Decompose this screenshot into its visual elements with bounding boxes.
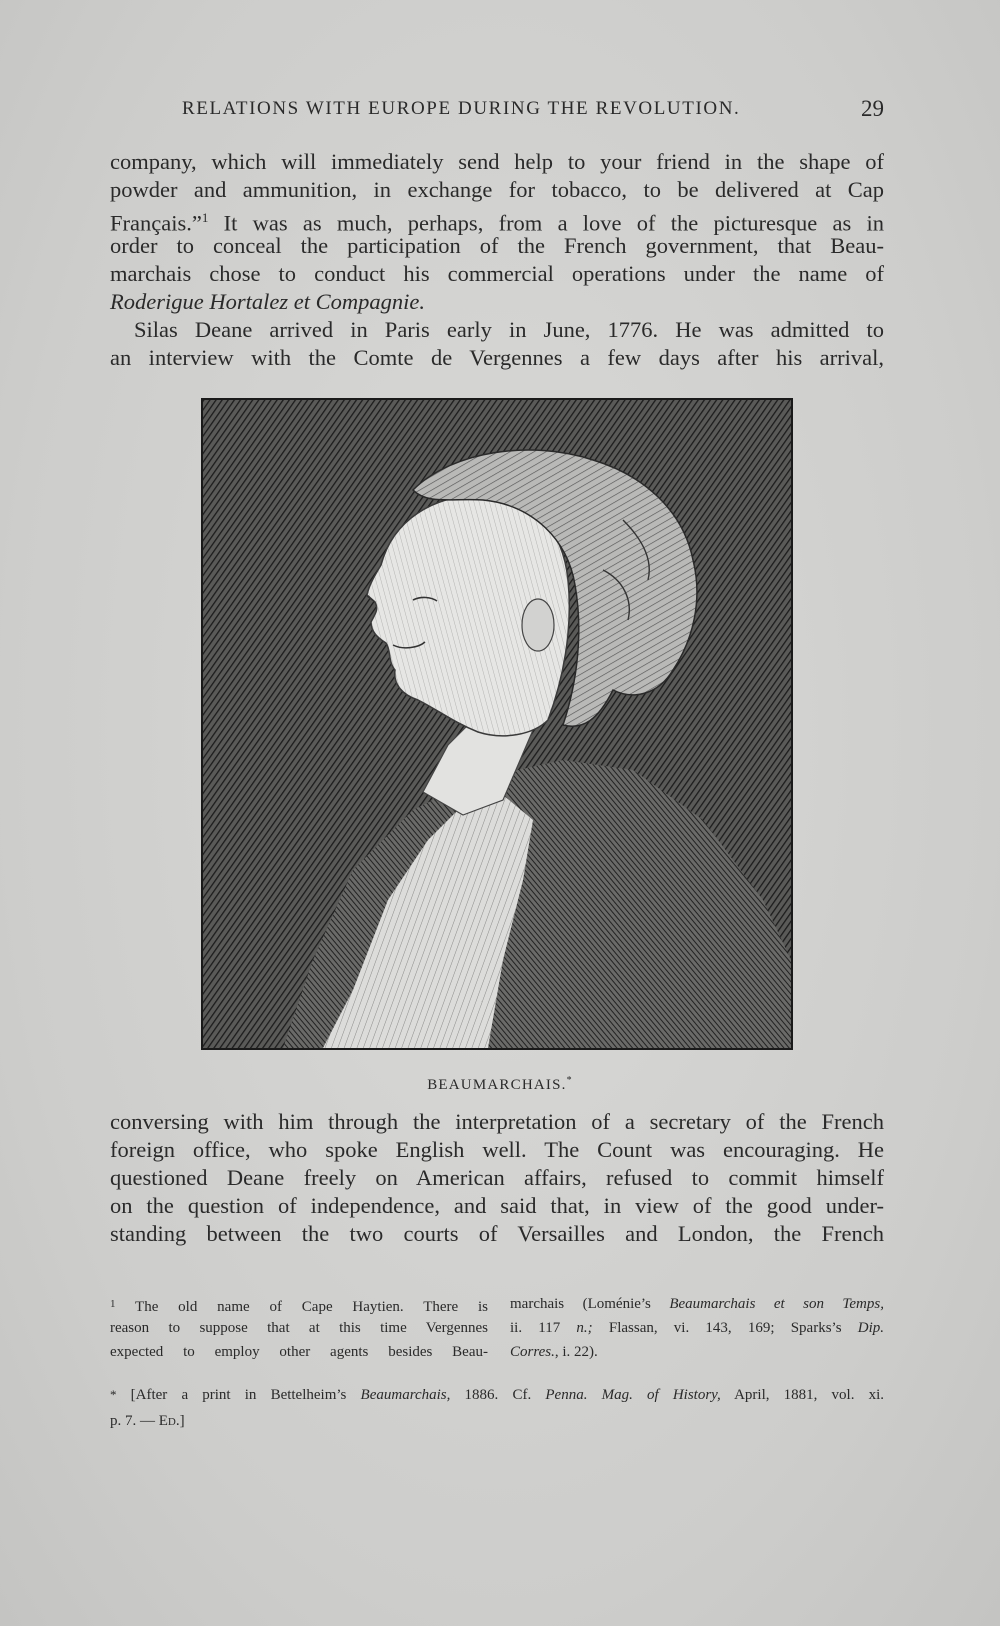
footnote-mark: 1: [110, 1298, 116, 1310]
caption-mark: *: [566, 1075, 573, 1086]
text-line: foreign office, who spoke English well. The Count was encouraging. He: [110, 1137, 884, 1162]
firm-name: Roderigue Hortalez et Compagnie.: [110, 289, 425, 314]
figure-caption: [0, 1075, 1000, 1094]
text-fragment: Flassan, vi. 143, 169; Sparks’s: [592, 1320, 858, 1336]
text-line: an interview with the Comte de Vergennes a few days after his arrival,: [110, 345, 884, 370]
footnote-mark: 1: [201, 210, 209, 225]
text-fragment: [After a print in Bettelheim’s: [130, 1387, 361, 1403]
editor-note-line: [110, 1382, 884, 1408]
text-fragment: The old name of Cape Haytien. There is: [135, 1299, 488, 1315]
text-line: order to conceal the participation of the French government, that Beau-: [110, 233, 884, 258]
footnote-line: [510, 1292, 884, 1316]
editor-note-mark: *: [110, 1387, 117, 1402]
book-title: Beaumarchais et son Temps,: [669, 1296, 884, 1312]
running-title: RELATIONS WITH EUROPE DURING THE REVOLUTION.: [182, 98, 741, 119]
beaumarchais-portrait: [201, 398, 793, 1050]
text-fragment: 1886. Cf.: [450, 1387, 546, 1403]
text-line: [110, 204, 885, 236]
text-fragment: ]: [179, 1413, 185, 1429]
text-fragment: ii. 117: [510, 1320, 577, 1336]
editor-abbrev: Ed.: [158, 1413, 180, 1429]
footnote-right-column: [510, 1292, 884, 1364]
text-fragment: n.;: [576, 1320, 593, 1336]
book-title: Corres.: [510, 1344, 555, 1360]
text-fragment: Français.”: [110, 210, 202, 236]
text-line: powder and ammunition, in exchange for tobacco, to be delivered at Cap: [110, 177, 884, 202]
text-line: on the question of independence, and said that, in view of the good under-: [110, 1193, 884, 1218]
text-line: marchais chose to conduct his commercial operations under the name of: [110, 261, 884, 286]
text-line: Silas Deane arrived in Paris early in June, 1776. He was admitted to: [134, 317, 884, 342]
text-line: standing between the two courts of Versailles and London, the French: [110, 1221, 884, 1246]
editor-note-line: [110, 1408, 884, 1434]
text-fragment: , i. 22).: [554, 1344, 598, 1360]
portrait-engraving: [203, 400, 791, 1048]
caption-text: BEAUMARCHAIS.: [427, 1077, 567, 1093]
text-line: company, which will immediately send help to your friend in the shape of: [110, 149, 884, 174]
footnote-line: [510, 1316, 884, 1340]
footnote-line: [510, 1340, 884, 1364]
book-title: Dip.: [857, 1320, 884, 1336]
page-number: 29: [861, 96, 884, 121]
text-fragment: p. 7. —: [110, 1413, 159, 1429]
text-fragment: marchais (Loménie’s: [510, 1296, 670, 1312]
text-line: conversing with him through the interpretation of a secretary of the French: [110, 1109, 884, 1134]
journal-title: Penna. Mag. of History,: [545, 1387, 721, 1403]
text-fragment: It was as much, perhaps, from a love of the picturesque as in: [223, 210, 885, 236]
book-title: Beaumarchais,: [360, 1387, 451, 1403]
footnote-left-column: [110, 1292, 488, 1364]
text-line: questioned Deane freely on American affairs, refused to commit himself: [110, 1165, 884, 1190]
footnote-line: reason to suppose that at this time Vergennes: [110, 1320, 488, 1336]
footnote-line: [110, 1292, 488, 1316]
top-paragraph: [110, 148, 884, 372]
footnote-line: expected to employ other agents besides Beau-: [110, 1344, 488, 1360]
editor-note: [110, 1382, 884, 1434]
bottom-paragraph: [110, 1108, 884, 1248]
running-head: [110, 98, 884, 128]
text-fragment: April, 1881, vol. xi.: [720, 1387, 885, 1403]
